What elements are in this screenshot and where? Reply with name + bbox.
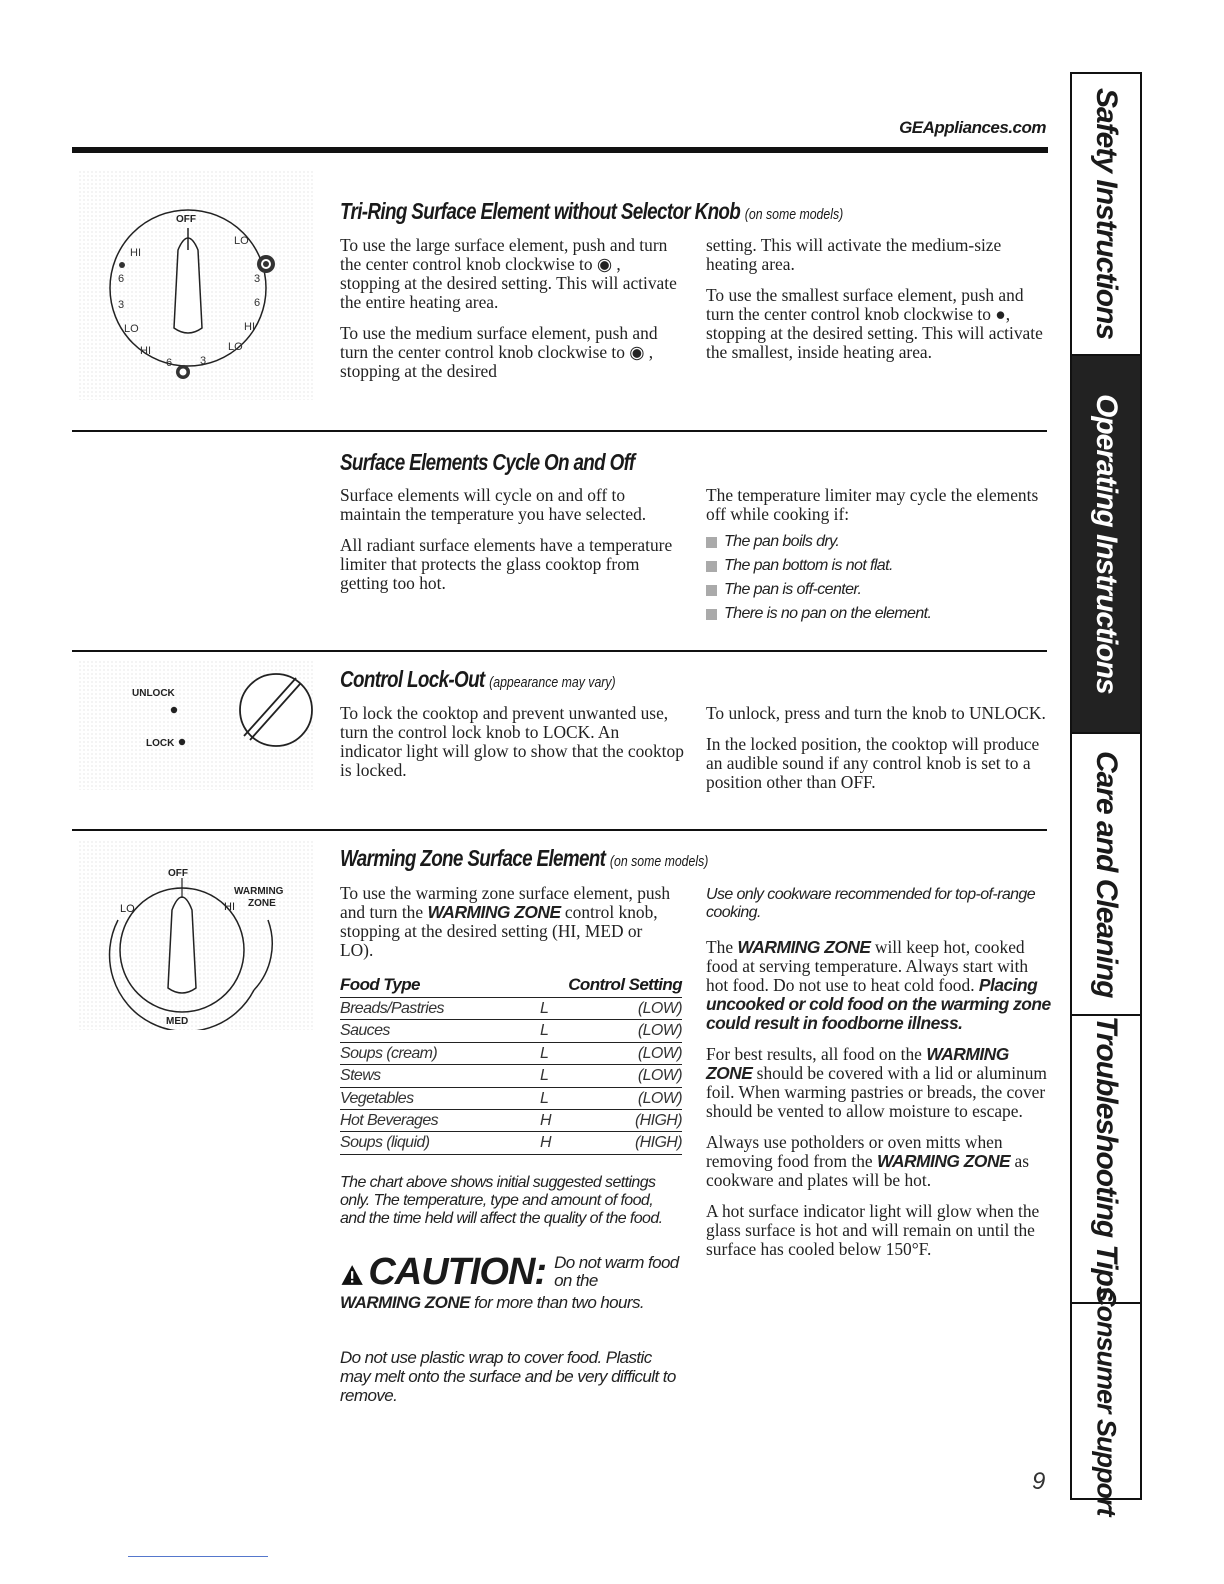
table-row: Sauces L (LOW) — [340, 1020, 682, 1042]
svg-text:LO: LO — [124, 323, 139, 335]
cycle-heading: Surface Elements Cycle On and Off — [340, 449, 635, 475]
table-row: Hot Beverages H (HIGH) — [340, 1110, 682, 1132]
table-row: Soups (liquid) H (HIGH) — [340, 1132, 682, 1154]
svg-text:WARMING: WARMING — [234, 886, 284, 897]
tab-consumer-support[interactable]: Consumer Support — [1091, 1286, 1122, 1516]
lock-knob-illustration — [78, 660, 314, 790]
tab-care-and-cleaning[interactable]: Care and Cleaning — [1072, 734, 1140, 1016]
cycle-col2: The temperature limiter may cycle the elements off while cooking if: The pan boils dry. The pan bottom is not flat. The pan is off-center. There is no pan on the element. — [706, 486, 1046, 626]
page-number: 9 — [1032, 1468, 1046, 1495]
svg-text:UNLOCK: UNLOCK — [132, 688, 175, 699]
tab-safety-instructions[interactable]: Safety Instructions — [1072, 74, 1140, 356]
lock-col1: To lock the cooktop and prevent unwanted use, turn the control lock knob to LOCK. An indicator light will glow to show that the cooktop is locked. — [340, 703, 684, 780]
table-row: Breads/Pastries L (LOW) — [340, 998, 682, 1020]
caution-block: CAUTION: Do not warm food on the WARMING ZONE for more than two hours. — [340, 1251, 679, 1312]
cycle-col1: Surface elements will cycle on and off to maintain the temperature you have selected. All radiant surface elements have a temperature limiter that protects the glass cooktop from getting too hot. — [340, 485, 673, 593]
warming-col2: The WARMING ZONE will keep hot, cooked food at serving temperature. Always start with hot food. Do not use to heat cold food. Placing uncooked or cold food on the warming zone could result in foodborne illness. For best results, all food on the WARMING ZONE should be covered with a lid or aluminum foil. When warming pastries or breads, the cover should be vented to allow moisture to escape. Always use potholders or oven mitts when removing food from the WARMING ZONE as cookware and plates will be hot. A hot surface indicator light will glow when the glass surface is hot and will remain on until the surface has cooled below 150°F. — [706, 937, 1051, 1259]
warming-knob-illustration — [78, 840, 314, 1030]
cycle-bullet-list — [706, 530, 1046, 626]
tri-ring-knob-figure — [78, 170, 314, 400]
caution-word: CAUTION: — [368, 1251, 547, 1293]
warming-knob-figure — [78, 840, 314, 1030]
footer-line — [128, 1556, 268, 1557]
tri-ring-col2: setting. This will activate the medium-size heating area. To use the smallest surface element, push and turn the center control knob clockwise to ●, stopping at the desired setting. This will activate the smallest, inside heating area. — [706, 235, 1043, 362]
table-header: Food Type Control Setting — [340, 975, 682, 998]
svg-text:HI: HI — [224, 901, 235, 913]
section-divider — [72, 829, 1047, 831]
section-tab-strip — [1070, 72, 1142, 1516]
svg-text:3: 3 — [254, 273, 261, 285]
svg-text:HI: HI — [244, 321, 255, 333]
lock-knob-figure — [78, 660, 314, 790]
tab-operating-instructions[interactable]: Operating Instructions — [1072, 356, 1140, 734]
warning-triangle-icon — [340, 1260, 364, 1290]
svg-text:3: 3 — [118, 299, 125, 311]
knob-illustration — [78, 170, 314, 400]
list-item: The pan bottom is not flat. — [706, 554, 1046, 578]
site-url[interactable]: GEAppliances.com — [899, 118, 1046, 137]
svg-text:LO: LO — [228, 341, 243, 353]
svg-text:3: 3 — [200, 355, 207, 367]
list-item: There is no pan on the element. — [706, 602, 1046, 626]
svg-text:LO: LO — [234, 235, 249, 247]
svg-text:LO: LO — [120, 903, 135, 915]
warming-intro: To use the warming zone surface element, push and turn the WARMING ZONE control knob, stopping at the desired setting (HI, MED or LO). — [340, 883, 671, 960]
table-row: Stews L (LOW) — [340, 1065, 682, 1087]
section-divider — [72, 430, 1047, 432]
svg-text:6: 6 — [254, 297, 261, 309]
cookware-note: Use only cookware recommended for top-of-range cooking. — [706, 886, 1036, 921]
table-row: Soups (cream) L (LOW) — [340, 1043, 682, 1065]
tri-ring-heading: Tri-Ring Surface Element without Selector Knob (on some models) — [340, 198, 844, 224]
svg-text:HI: HI — [130, 247, 141, 259]
header-rule — [72, 147, 1048, 153]
svg-text:6: 6 — [118, 273, 125, 285]
table-row: Vegetables L (LOW) — [340, 1088, 682, 1110]
warming-heading: Warming Zone Surface Element (on some models) — [340, 845, 709, 871]
svg-text:6: 6 — [166, 357, 173, 369]
food-setting-table — [340, 975, 682, 1155]
lock-heading: Control Lock-Out (appearance may vary) — [340, 666, 616, 692]
chart-note: The chart above shows initial suggested settings only. The temperature, type and amount of food, and the time held will affect the quality of the food. — [340, 1174, 663, 1227]
list-item: The pan is off-center. — [706, 578, 1046, 602]
plastic-wrap-note: Do not use plastic wrap to cover food. Plastic may melt onto the surface and be very difficult to remove. — [340, 1348, 676, 1405]
lock-col2: To unlock, press and turn the knob to UNLOCK. In the locked position, the cooktop will produce an audible sound if any control knob is set to a position other than OFF. — [706, 703, 1046, 792]
list-item: The pan boils dry. — [706, 530, 1046, 554]
svg-text:HI: HI — [140, 345, 151, 357]
tab-troubleshooting-tips[interactable]: Troubleshooting Tips — [1072, 1016, 1140, 1304]
svg-text:OFF: OFF — [176, 214, 196, 225]
svg-text:MED: MED — [166, 1016, 189, 1027]
svg-text:LOCK: LOCK — [146, 738, 175, 749]
tri-ring-col1: To use the large surface element, push and turn the center control knob clockwise to ◉ , stopping at the desired setting. This will activate the entire heating area. To use the medium surface element, push and turn the center control knob clockwise to ◉ , stopping at the desired — [340, 235, 677, 381]
svg-text:ZONE: ZONE — [248, 898, 276, 909]
section-divider — [72, 650, 1047, 652]
svg-text:OFF: OFF — [168, 868, 188, 879]
